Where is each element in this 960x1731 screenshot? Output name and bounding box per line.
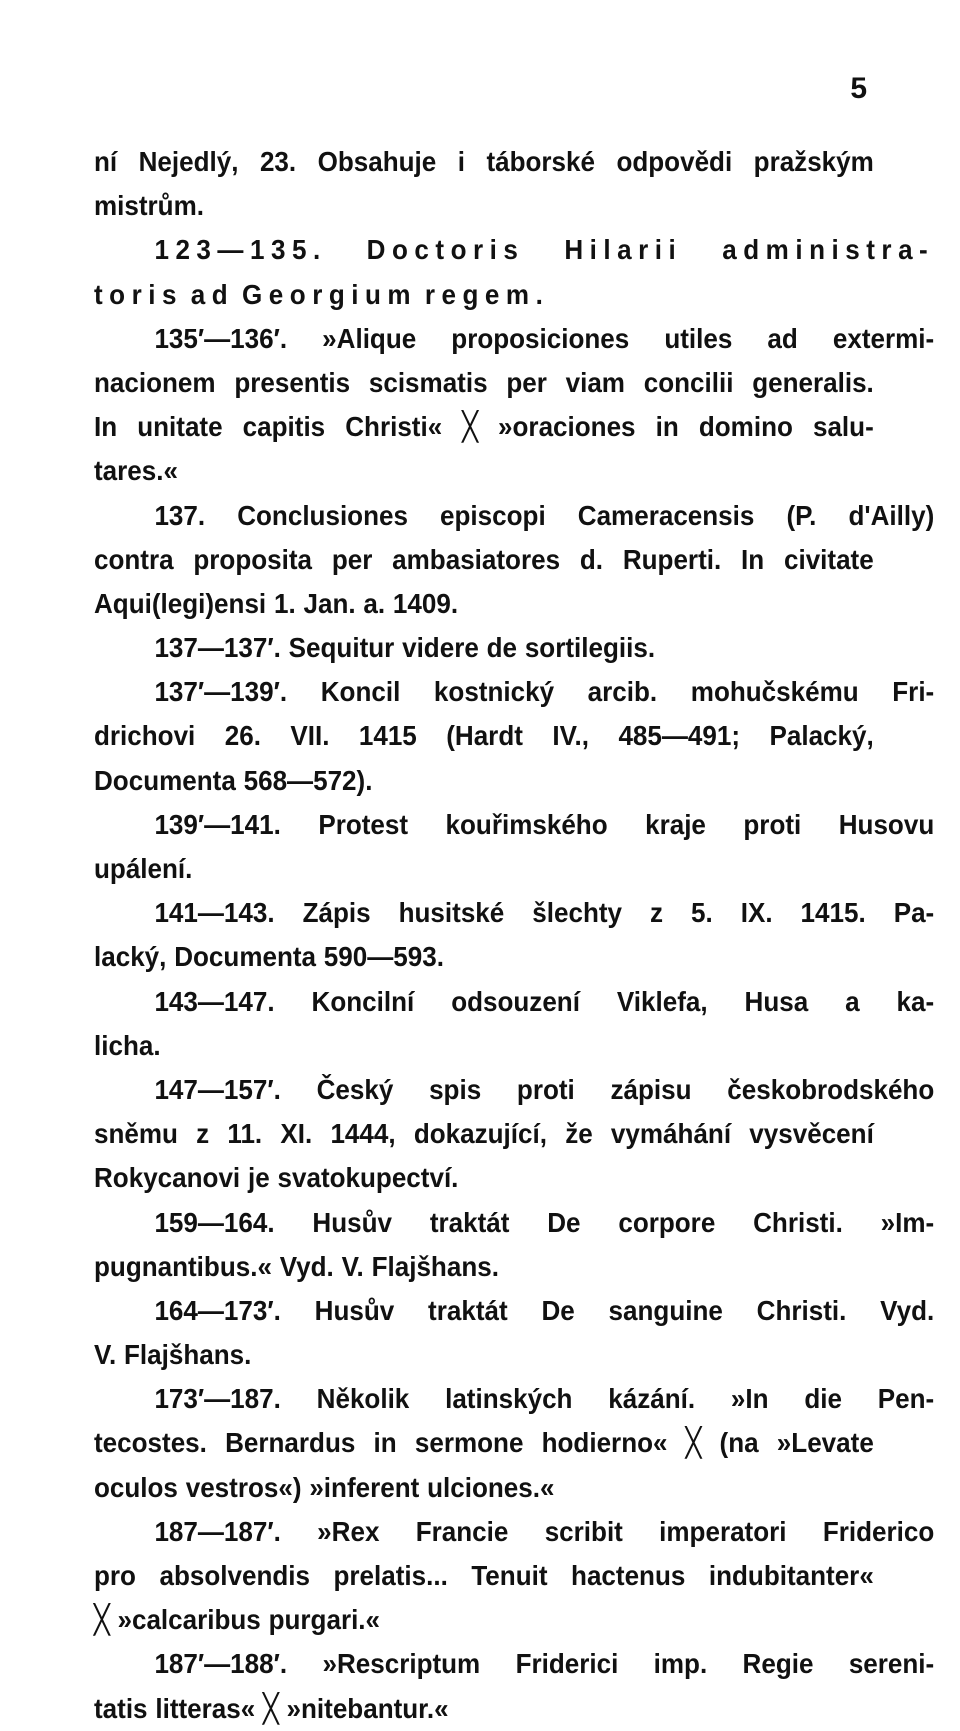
word: ad: [190, 278, 235, 310]
word: 135′—136′.: [154, 322, 288, 354]
word: utiles: [664, 322, 733, 354]
word: In: [741, 543, 765, 575]
word: husitské: [398, 897, 505, 929]
text-line: [94, 405, 874, 449]
word: absolvendis: [159, 1560, 310, 1591]
word: Zápis: [302, 897, 371, 929]
word: Flajšhans.: [371, 1250, 499, 1282]
word: ambasiatores: [392, 543, 561, 575]
word: kraje: [645, 808, 706, 840]
word: proposita: [193, 543, 313, 575]
word: svatokupectví.: [277, 1162, 459, 1194]
text-line: [94, 1510, 934, 1554]
word: »inferent: [309, 1471, 420, 1503]
word: »Rex: [317, 1515, 380, 1547]
word: In: [94, 411, 118, 443]
word: Sequitur: [288, 632, 395, 664]
word: Friderici: [515, 1648, 619, 1680]
word: Několik: [316, 1383, 410, 1415]
word: 187—187′.: [154, 1515, 281, 1547]
word: 1415.: [800, 897, 866, 929]
word: 1415: [358, 720, 417, 752]
word: mohučskému: [690, 676, 859, 708]
word: hactenus: [571, 1560, 686, 1591]
text-line: [94, 935, 874, 979]
word: drichovi: [94, 720, 196, 752]
word: vysvěcení: [749, 1118, 874, 1150]
word: 23.: [259, 146, 297, 177]
word: presentis: [234, 366, 351, 398]
word: purgari.«: [268, 1604, 381, 1636]
word: concilii: [643, 366, 734, 398]
word: ad: [767, 322, 798, 354]
word: pražským: [753, 146, 874, 177]
word: arcib.: [587, 676, 658, 708]
page-number: 5: [850, 72, 868, 105]
word: Obsahuje: [317, 146, 437, 177]
word: Český: [316, 1073, 394, 1105]
word: Husovu: [838, 808, 935, 840]
word: Christi.: [753, 1206, 843, 1238]
word: 147—157′.: [154, 1073, 281, 1105]
word: IX.: [740, 897, 773, 929]
word: odsouzení: [451, 985, 580, 1017]
word: »calcaribus: [117, 1604, 261, 1636]
text-line: [94, 1687, 874, 1731]
word: sermone: [414, 1427, 524, 1459]
word: Husův: [312, 1206, 393, 1238]
word: 5.: [691, 897, 713, 929]
word: dokazující,: [413, 1118, 547, 1150]
word: generalis.: [752, 366, 874, 398]
word: De: [547, 1206, 581, 1238]
word: Doctoris: [366, 234, 525, 266]
word: 187′—188′.: [154, 1648, 288, 1680]
text-line: [94, 1024, 874, 1068]
word: viam: [565, 366, 625, 398]
word: táborské: [486, 146, 595, 177]
text-line: [94, 1377, 934, 1421]
text-line: [94, 1068, 934, 1112]
word: »nitebantur.«: [286, 1692, 449, 1724]
word: scribit: [544, 1515, 623, 1547]
word: nacionem: [94, 366, 216, 398]
word: 137′—139′.: [154, 676, 288, 708]
word: oculos: [94, 1471, 178, 1503]
word: Documenta: [94, 764, 236, 796]
word: Flajšhans.: [124, 1339, 252, 1371]
word: 137—137′.: [154, 632, 281, 664]
word: imperatori: [659, 1515, 787, 1547]
word: Bernardus: [225, 1427, 356, 1459]
word: vestros«): [185, 1471, 302, 1503]
word: a.: [363, 587, 386, 619]
word: Friderico: [822, 1515, 935, 1547]
word: Palacký,: [769, 720, 874, 752]
word: XI.: [280, 1118, 313, 1150]
word: die: [804, 1383, 842, 1415]
word: 11.: [227, 1118, 263, 1150]
word: »Rescriptum: [322, 1648, 481, 1680]
word: episcopi: [440, 499, 546, 531]
word: hodierno«: [541, 1427, 668, 1459]
text-line: [94, 317, 934, 361]
word: 1444,: [330, 1118, 396, 1150]
word: VII.: [290, 720, 330, 752]
word: ╳: [94, 1604, 110, 1636]
word: je: [247, 1162, 270, 1194]
text-line: [94, 1466, 874, 1510]
word: in: [655, 411, 679, 443]
word: scismatis: [368, 366, 488, 398]
text-line: [94, 759, 874, 803]
word: »Alique: [322, 322, 417, 354]
word: Koncilní: [311, 985, 415, 1017]
word: odpovědi: [616, 146, 733, 177]
word: Pa-: [893, 897, 935, 929]
word: corpore: [618, 1206, 716, 1238]
text-line: [94, 228, 934, 272]
word: Aqui(legi)ensi: [94, 587, 267, 619]
word: capitis: [242, 411, 326, 443]
word: Vyd.: [279, 1250, 334, 1282]
word: Francie: [415, 1515, 509, 1547]
word: ní: [94, 146, 118, 177]
word: 26.: [224, 720, 261, 752]
word: ╳: [263, 1692, 279, 1724]
word: 159—164.: [154, 1206, 275, 1238]
word: Nejedlý,: [138, 146, 239, 177]
word: ka-: [896, 985, 935, 1017]
word: administra-: [722, 234, 935, 266]
word: lacký,: [94, 941, 167, 973]
word: Viklefa,: [616, 985, 708, 1017]
word: (Hardt: [446, 720, 523, 752]
word: z: [649, 897, 664, 929]
text-line: [94, 714, 874, 758]
word: mistrům.: [94, 190, 204, 222]
text-line: [94, 1642, 934, 1686]
word: proti: [516, 1073, 575, 1105]
word: tatis: [94, 1692, 148, 1724]
text-line: [94, 582, 874, 626]
word: Vyd.: [880, 1294, 935, 1326]
text-line: [94, 847, 874, 891]
word: českobrodského: [727, 1073, 935, 1105]
word: 173′—187.: [154, 1383, 281, 1415]
text-line: [94, 1333, 874, 1377]
word: Jan.: [303, 587, 356, 619]
word: d'Ailly): [848, 499, 935, 531]
word: de: [486, 632, 518, 664]
word: kázání.: [608, 1383, 696, 1415]
word: sněmu: [94, 1118, 178, 1150]
word: Husa: [744, 985, 809, 1017]
word: latinských: [445, 1383, 573, 1415]
word: De: [541, 1294, 575, 1326]
text-line: [94, 891, 934, 935]
word: unitate: [137, 411, 223, 443]
word: 485—491;: [618, 720, 741, 752]
word: 590—593.: [323, 941, 444, 973]
text-line: [94, 1598, 874, 1642]
word: a: [845, 985, 860, 1017]
text-body: [94, 140, 935, 1731]
word: regem.: [424, 278, 550, 310]
word: Rokycanovi: [94, 1162, 241, 1194]
text-line: [94, 1201, 934, 1245]
text-line: [94, 184, 874, 228]
text-line: [94, 1421, 874, 1465]
word: 143—147.: [154, 985, 275, 1017]
text-line: [94, 449, 874, 493]
text-line: [94, 626, 934, 670]
text-line: [94, 361, 874, 405]
word: pro: [94, 1560, 136, 1591]
word: Husův: [314, 1294, 395, 1326]
word: Conclusiones: [237, 499, 408, 531]
word: contra: [94, 543, 174, 575]
word: 164—173′.: [154, 1294, 281, 1326]
word: 1.: [273, 587, 296, 619]
text-line: [94, 670, 934, 714]
word: z: [196, 1118, 210, 1150]
text-line: [94, 1112, 874, 1156]
word: zápisu: [610, 1073, 692, 1105]
word: (na: [719, 1427, 759, 1459]
word: Christi.: [756, 1294, 847, 1326]
word: d.: [579, 543, 604, 575]
word: extermi-: [832, 322, 935, 354]
word: Tenuit: [471, 1560, 548, 1591]
word: 568—572).: [243, 764, 373, 796]
word: že: [565, 1118, 593, 1150]
text-line: [94, 538, 874, 582]
word: in: [373, 1427, 397, 1459]
word: šlechty: [532, 897, 623, 929]
word: ulciones.«: [427, 1471, 555, 1503]
word: Regie: [742, 1648, 814, 1680]
word: Fri-: [892, 676, 935, 708]
word: litteras«: [155, 1692, 256, 1724]
word: sanguine: [608, 1294, 723, 1326]
word: 137.: [154, 499, 206, 531]
word: videre: [402, 632, 479, 664]
word: ╳: [685, 1427, 702, 1459]
word: 141—143.: [154, 897, 275, 929]
word: licha.: [94, 1029, 161, 1061]
word: Georgium: [242, 278, 418, 310]
word: imp.: [653, 1648, 708, 1680]
word: IV.,: [552, 720, 590, 752]
text-line: [94, 140, 874, 184]
word: sereni-: [848, 1648, 935, 1680]
word: sortilegiis.: [524, 632, 656, 664]
word: ╳: [462, 411, 478, 443]
word: kouřimského: [445, 808, 608, 840]
text-line: [94, 1245, 874, 1289]
text-line: [94, 273, 874, 317]
word: i: [457, 146, 465, 177]
word: civitate: [783, 543, 874, 575]
word: 1409.: [392, 587, 459, 619]
word: prelatis...: [333, 1560, 448, 1591]
word: kostnický: [433, 676, 555, 708]
word: proti: [743, 808, 802, 840]
word: Documenta: [174, 941, 317, 973]
word: Hilarii: [564, 234, 683, 266]
word: indubitanter«: [708, 1560, 874, 1591]
word: domino: [698, 411, 793, 443]
word: tecostes.: [94, 1427, 207, 1459]
text-line: [94, 494, 934, 538]
word: toris: [94, 278, 183, 310]
word: Christi«: [345, 411, 443, 443]
word: »In: [730, 1383, 769, 1415]
word: pugnantibus.«: [94, 1250, 272, 1282]
word: 139′—141.: [154, 808, 281, 840]
text-line: [94, 1156, 874, 1200]
word: V.: [94, 1339, 117, 1371]
word: Cameracensis: [577, 499, 755, 531]
word: 123—135.: [154, 234, 327, 266]
word: salu-: [812, 411, 874, 443]
word: Pen-: [877, 1383, 935, 1415]
word: Koncil: [320, 676, 401, 708]
word: »Im-: [880, 1206, 935, 1238]
text-line: [94, 980, 934, 1024]
word: traktát: [429, 1206, 510, 1238]
word: vymáhání: [610, 1118, 732, 1150]
word: traktát: [428, 1294, 508, 1326]
word: proposiciones: [451, 322, 630, 354]
word: (P.: [786, 499, 817, 531]
text-line: [94, 803, 934, 847]
word: »Levate: [776, 1427, 874, 1459]
word: tares.«: [94, 455, 178, 487]
word: Protest: [318, 808, 409, 840]
word: per: [506, 366, 547, 398]
word: Ruperti.: [622, 543, 722, 575]
word: per: [331, 543, 373, 575]
text-line: [94, 1289, 934, 1333]
word: »oraciones: [498, 411, 636, 443]
text-line: [94, 1554, 874, 1598]
word: spis: [429, 1073, 482, 1105]
word: V.: [341, 1250, 364, 1282]
word: upálení.: [94, 853, 193, 884]
